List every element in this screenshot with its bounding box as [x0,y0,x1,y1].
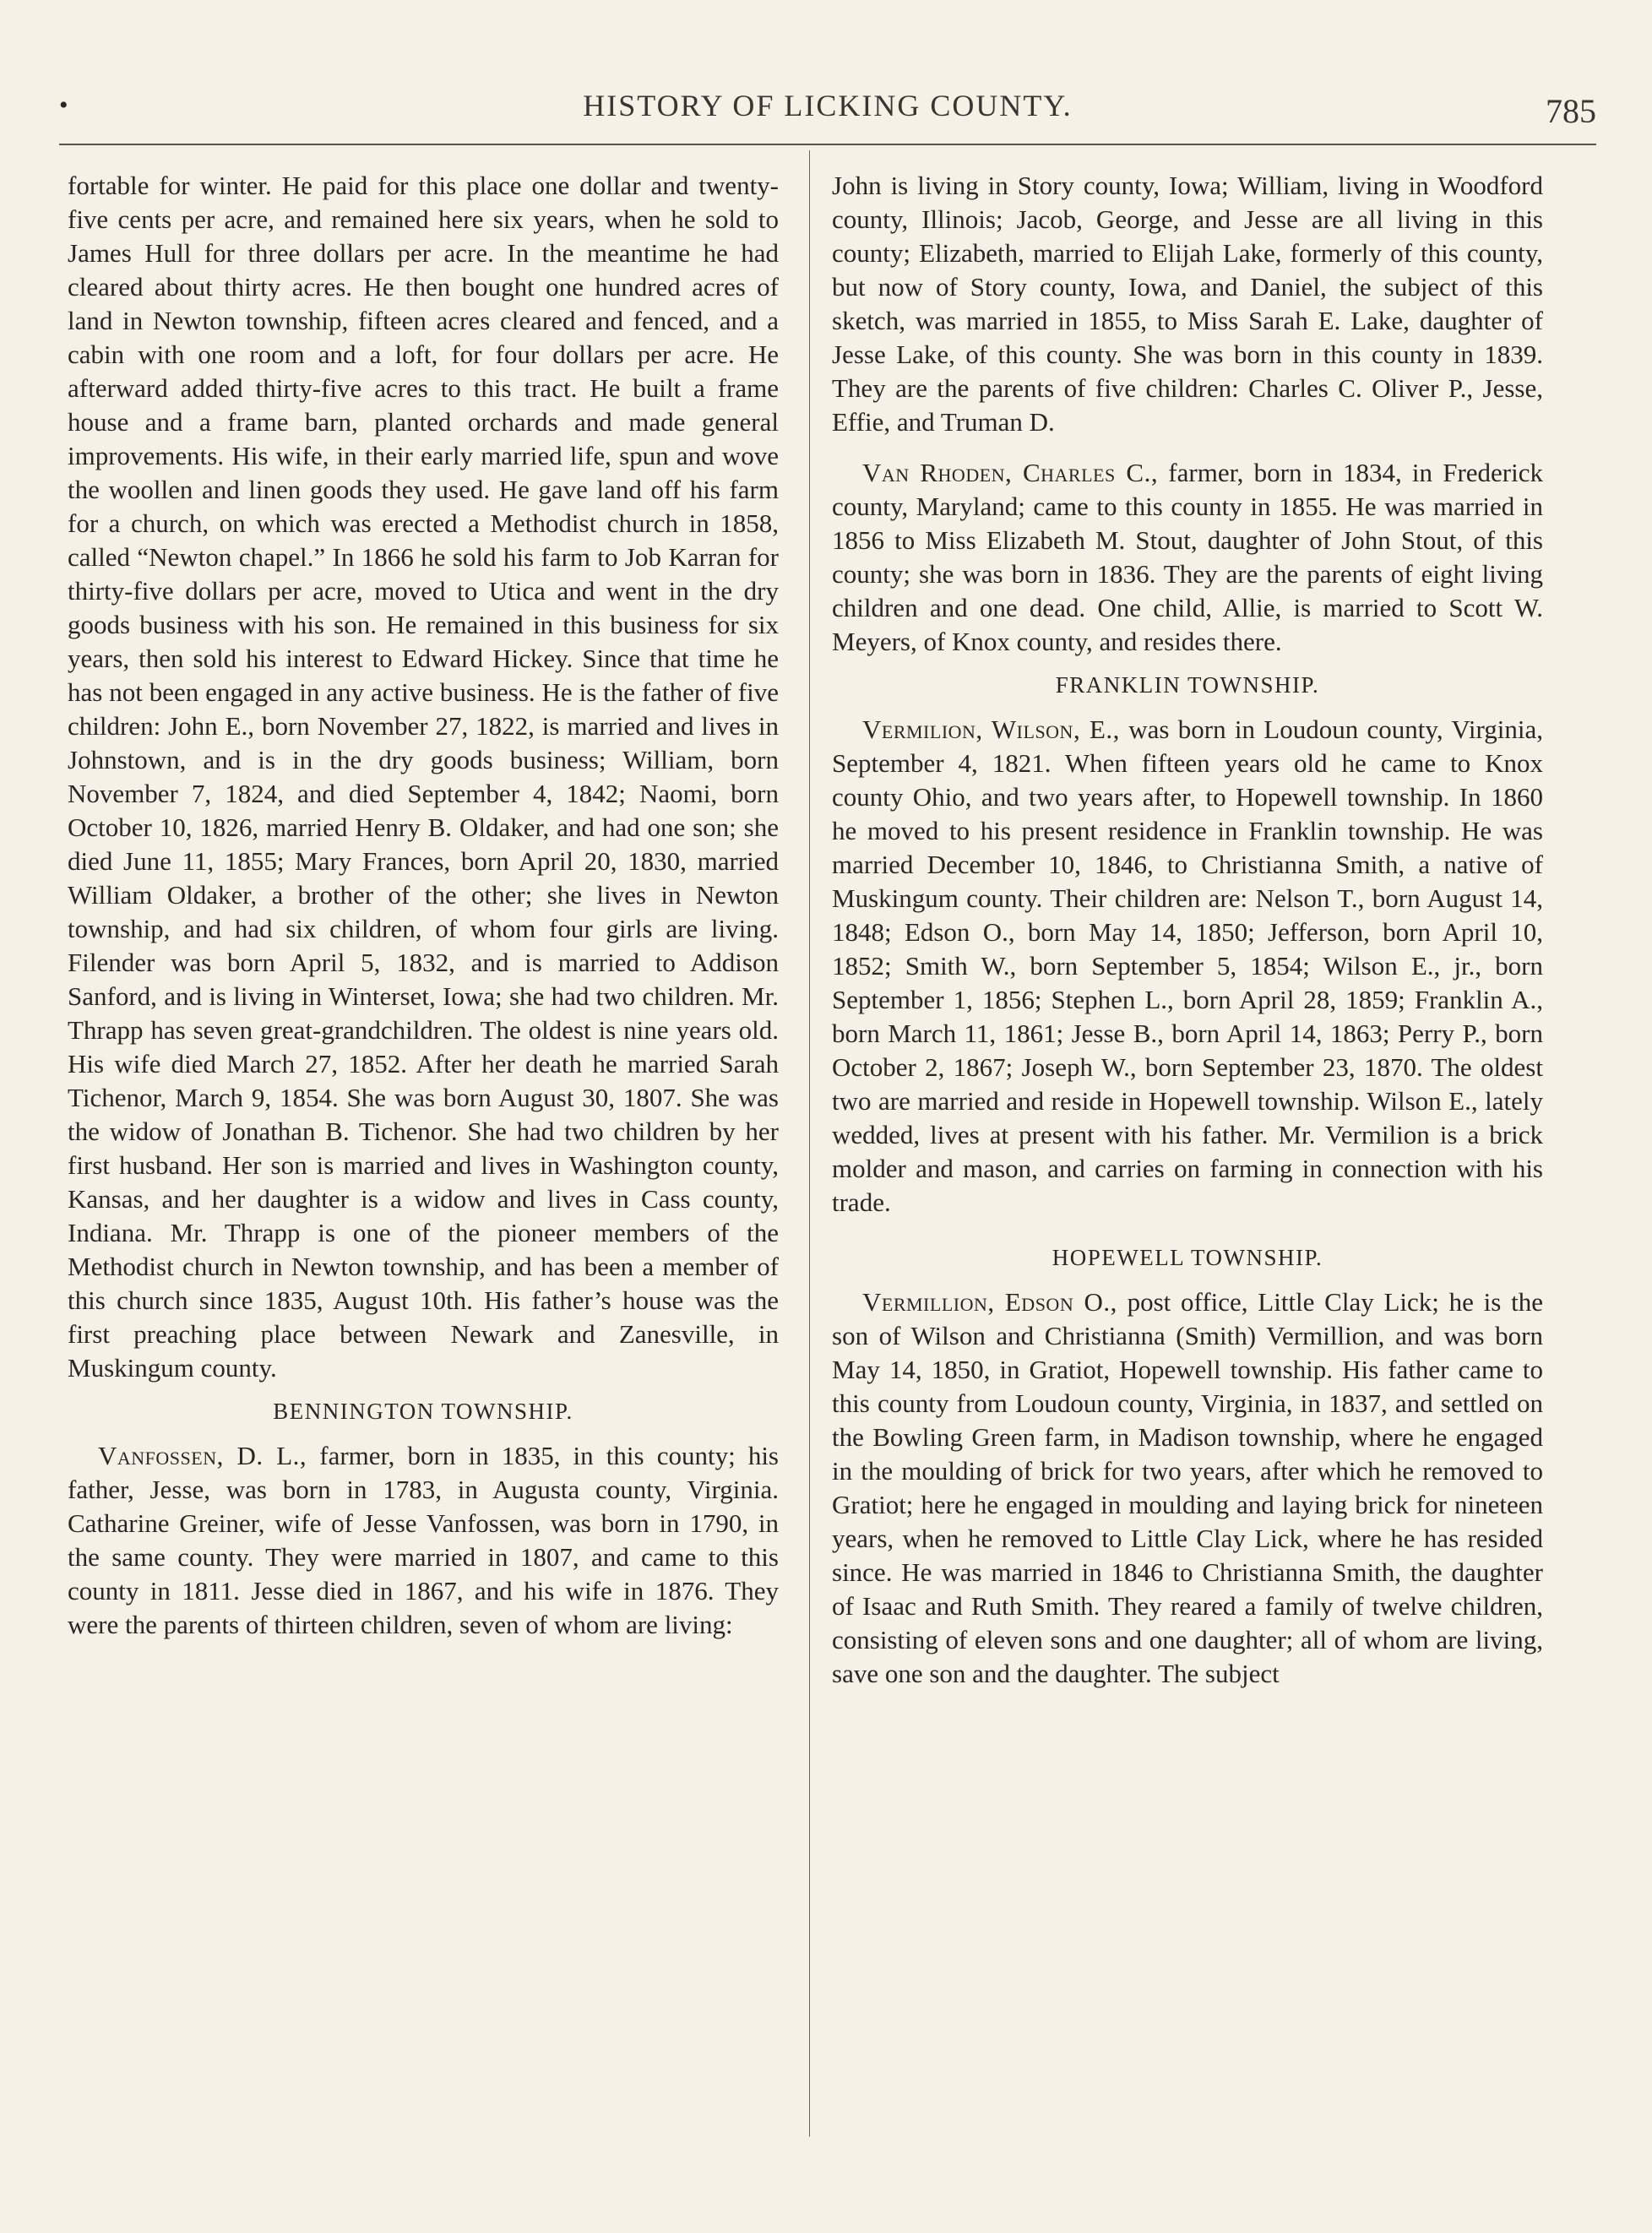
entry-name: Van Rhoden, Charles C., [862,458,1159,487]
paragraph-thrapp-continued: fortable for winter. He paid for this place one dollar and twenty-five cents per acre, and remained here six years, when he sold to James Hull for three dollars per acre. In the meantime he had cleared about thirty acres. He then bought one hundred acres of land in Newton township, fifteen acres cleared and fenced, and a cabin with one room and a loft, for four dollars per acre. He afterward added thirty-five acres to this tract. He built a frame house and a frame barn, planted orchards and made general improvements. His wife, in their early married life, spun and wove the woollen and linen goods they used. He gave land off his farm for a church, on which was erected a Methodist church in 1858, called “Newton chapel.” In 1866 he sold his farm to Job Karran for thirty-five dollars per acre, moved to Utica and went in the dry goods business with his son. He remained in this business for six years, then sold his interest to Edward Hickey. Since that time he has not been engaged in any active business. He is the father of five children: John E., born November 27, 1822, is married and lives in Johnstown, and is in the dry goods business; William, born November 7, 1824, and died September 4, 1842; Naomi, born October 10, 1826, married Henry B. Oldaker, and had one son; she died June 11, 1855; Mary Frances, born April 20, 1830, married William Oldaker, a brother of the other; she lives in Newton township, and had six children, of whom four girls are living. Filender was born April 5, 1832, and is married to Addison Sanford, and is living in Winterset, Iowa; she had two children. Mr. Thrapp has seven great-grandchildren. The oldest is nine years old. His wife died March 27, 1852. After her death he married Sarah Tichenor, March 9, 1854. She was born August 30, 1807. She was the widow of Jonathan B. Tichenor. She had two children by her first husband. Her son is married and lives in Washington county, Kansas, and her daughter is a widow and lives in Cass county, Indiana. Mr. Thrapp is one of the pioneer members of the Methodist church in Newton township, and has been a member of this church since 1835, August 10th. His father’s house was the first preaching place between Newark and Zanesville, in Muskingum county. [68,171,779,1383]
page-number: 785 [1546,92,1596,130]
bullet-mark: • [59,91,68,119]
entry-name: Vanfossen, D. L., [98,1441,307,1470]
right-column [832,169,1543,1691]
entry-vermilion-wilson [832,713,1543,1220]
left-column [68,169,779,1642]
entry-vermillion-edson [832,1285,1543,1691]
section-heading-bennington: BENNINGTON TOWNSHIP. [273,1399,573,1424]
entry-name: Vermilion, Wilson, E., [862,714,1120,744]
entry-text: post office, Little Clay Lick; he is the son of Wilson and Christianna (Smith) Vermillion, and was born May 14, 1850, in Gratiot, Hopewell township. His father came to this county from Loudoun county, Virginia, in 1837, and settled on the Bowling Green farm, in Madison township, where he engaged in the moulding of brick for two years, after which he removed to Gratiot; here he engaged in moulding and laying brick for nineteen years, when he removed to Little Clay Lick, where he has resided since. He was married in 1846 to Christianna Smith, the daughter of Isaac and Ruth Smith. They reared a family of twelve children, consisting of eleven sons and one daughter; all of whom are living, save one son and the daughter. The subject [832,1287,1543,1688]
running-head [59,83,1596,133]
entry-text: farmer, born in 1834, in Frederick county, Maryland; came to this county in 1855. He was married in 1856 to Miss Elizabeth M. Stout, daughter of John Stout, of this county; she was born in 1836. They are the parents of eight living children and one dead. One child, Allie, is married to Scott W. Meyers, of Knox county, and resides there. [832,458,1544,656]
entry-text: was born in Loudoun county, Virginia, September 4, 1821. When fifteen years old he came to Knox county Ohio, and two years after, to Hopewell township. In 1860 he moved to his present residence in Franklin township. He was married December 10, 1846, to Christianna Smith, a native of Muskingum county. Their children are: Nelson T., born August 14, 1848; Edson O., born May 14, 1850; Jefferson, born April 10, 1852; Smith W., born September 5, 1854; Wilson E., jr., born September 1, 1856; Stephen L., born April 28, 1859; Franklin A., born March 11, 1861; Jesse B., born April 14, 1863; Perry P., born October 2, 1867; Joseph W., born September 23, 1870. The oldest two are married and reside in Hopewell township. Wilson E., lately wedded, lives at present with his father. Mr. Vermilion is a brick molder and mason, and carries on farming in connection with his trade. [832,714,1543,1217]
section-heading-franklin: FRANKLIN TOWNSHIP. [1055,672,1320,698]
header-rule [59,144,1596,145]
running-title: HISTORY OF LICKING COUNTY. [583,89,1073,122]
paragraph-vanfossen-continued: John is living in Story county, Iowa; William, living in Woodford county, Illinois; Jacob, George, and Jesse are all living in this county; Elizabeth, married to Elijah Lake, formerly of this county, but now of Story county, Iowa, and Daniel, the subject of this sketch, was married in 1855, to Miss Sarah E. Lake, daughter of Jesse Lake, of this county. She was born in this county in 1839. They are the parents of five children: Charles C. Oliver P., Jesse, Effie, and Truman D. [832,171,1543,437]
entry-text: farmer, born in 1835, in this county; his father, Jesse, was born in 1783, in Augusta county, Virginia. Catharine Greiner, wife of Jesse Vanfossen, was born in 1790, in the same county. They were married in 1807, and came to this county in 1811. Jesse died in 1867, and his wife in 1876. They were the parents of thirteen children, seven of whom are living: [68,1441,779,1639]
column-divider [809,150,810,2137]
entry-name: Vermillion, Edson O., [862,1287,1117,1317]
entry-van-rhoden [832,456,1543,659]
entry-vanfossen [68,1439,779,1642]
section-heading-hopewell: HOPEWELL TOWNSHIP. [1052,1245,1323,1270]
